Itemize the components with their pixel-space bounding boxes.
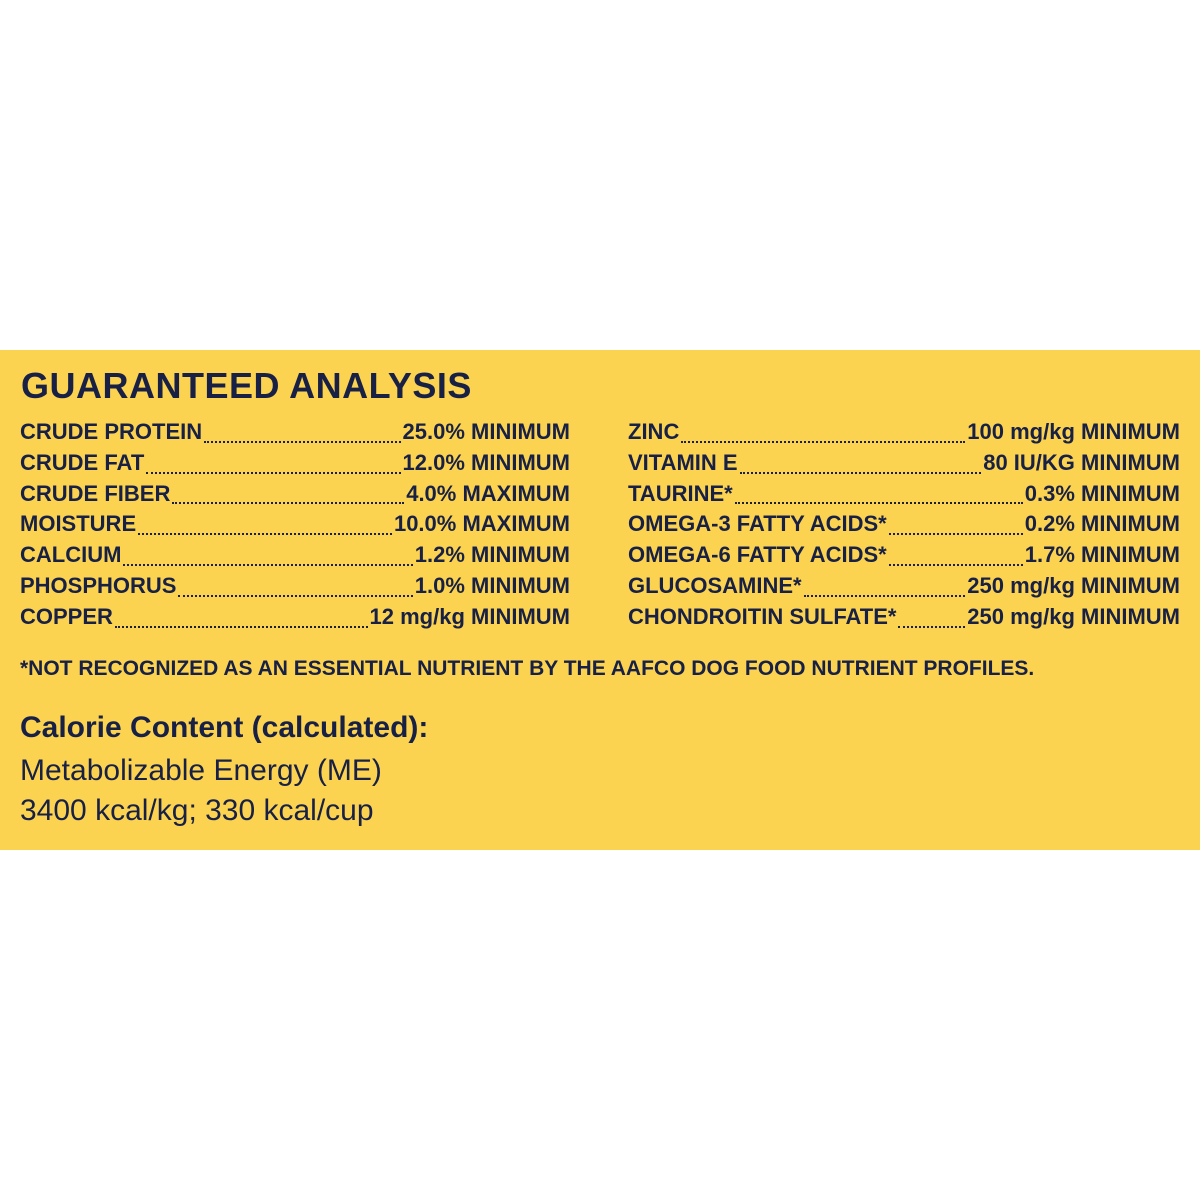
nutrient-row [628,511,1180,542]
dot-leader [740,472,982,474]
nutrient-label: GLUCOSAMINE* [628,572,802,598]
nutrient-value: 1.2% MINIMUM [414,542,570,568]
dot-leader [178,595,412,597]
nutrient-value: 1.0% MINIMUM [414,572,570,598]
nutrient-value: 1.7% MINIMUM [1024,542,1180,568]
nutrient-label: COPPER [20,603,113,629]
nutrient-value: 25.0% MINIMUM [402,419,570,444]
nutrient-value: 0.3% MINIMUM [1024,480,1180,506]
nutrient-row [20,450,570,481]
metabolizable-energy-label: Metabolizable Energy (ME) [20,754,382,787]
nutrient-row [20,604,570,635]
nutrient-label: CRUDE FAT [20,449,145,475]
nutrient-label: ZINC [628,419,680,444]
dot-leader [681,441,965,443]
nutrient-label: TAURINE* [628,480,733,506]
guaranteed-analysis-panel [0,350,1200,850]
nutrient-value: 4.0% MAXIMUM [406,480,570,506]
nutrient-label: MOISTURE [20,511,137,537]
nutrient-value: 250 mg/kg MINIMUM [967,603,1180,629]
dot-leader [889,533,1023,535]
dot-leader [115,626,368,628]
nutrient-label: VITAMIN E [628,449,738,475]
nutrient-row [628,450,1180,481]
nutrient-row [628,419,1180,450]
nutrient-label: CHONDROITIN SULFATE* [628,603,897,629]
nutrient-row [628,481,1180,512]
dot-leader [146,472,400,474]
nutrient-row [20,573,570,604]
dot-leader [172,502,404,504]
nutrient-label: CRUDE FIBER [20,480,171,506]
nutrient-row [628,604,1180,635]
nutrient-value: 100 mg/kg MINIMUM [967,419,1180,444]
nutrient-row [20,542,570,573]
dot-leader [204,441,400,443]
nutrient-label: PHOSPHORUS [20,572,177,598]
nutrient-label: CRUDE PROTEIN [20,419,203,444]
dot-leader [735,502,1023,504]
nutrient-value: 10.0% MAXIMUM [393,511,570,537]
aafco-footnote: *NOT RECOGNIZED AS AN ESSENTIAL NUTRIENT BY THE AAFCO DOG FOOD NUTRIENT PROFILES. [20,657,1035,680]
nutrient-row [20,419,570,450]
dot-leader [889,564,1023,566]
dot-leader [138,533,392,535]
nutrient-value: 12 mg/kg MINIMUM [369,603,570,629]
analysis-title: GUARANTEED ANALYSIS [21,365,472,406]
nutrient-row [628,573,1180,604]
dot-leader [123,564,412,566]
nutrient-label: OMEGA-3 FATTY ACIDS* [628,511,887,537]
calorie-values: 3400 kcal/kg; 330 kcal/cup [20,794,374,827]
calorie-content-heading: Calorie Content (calculated): [20,711,429,744]
nutrient-column-right [628,419,1180,635]
nutrient-label: OMEGA-6 FATTY ACIDS* [628,542,887,568]
nutrient-value: 80 IU/KG MINIMUM [983,449,1180,475]
nutrient-column-left [20,419,570,635]
nutrient-row [20,481,570,512]
nutrient-label: CALCIUM [20,542,122,568]
nutrient-row [628,542,1180,573]
nutrient-value: 0.2% MINIMUM [1024,511,1180,537]
nutrient-value: 250 mg/kg MINIMUM [967,572,1180,598]
dot-leader [898,626,965,628]
dot-leader [804,595,966,597]
nutrient-value: 12.0% MINIMUM [402,449,570,475]
nutrient-row [20,511,570,542]
